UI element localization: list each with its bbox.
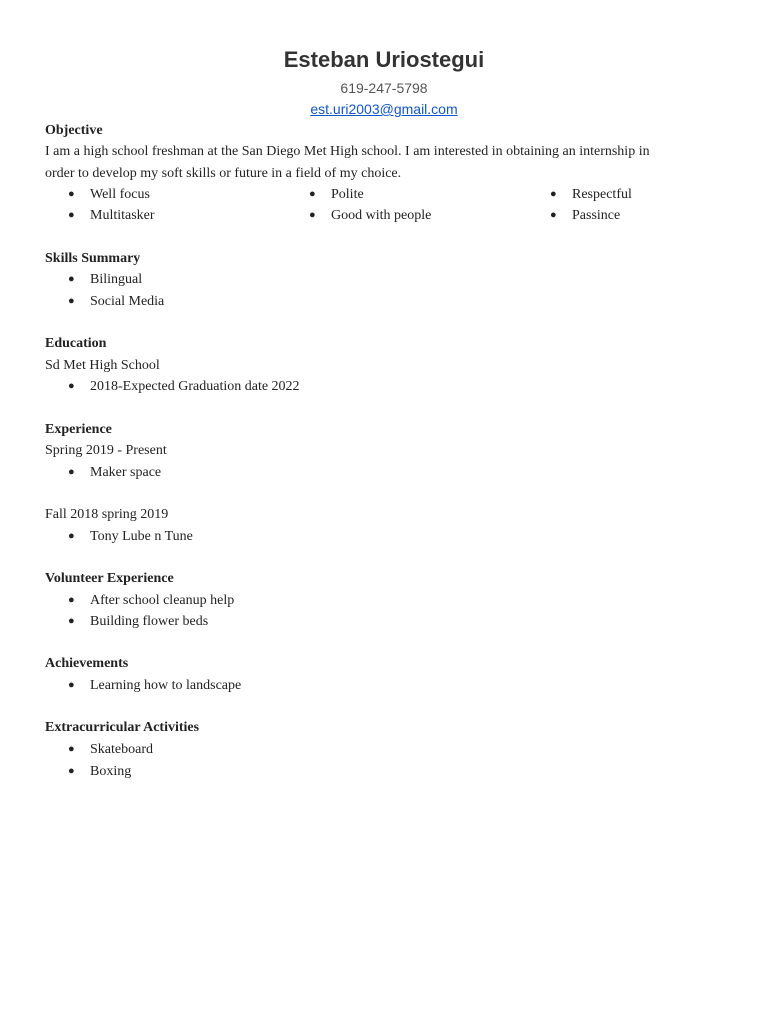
experience-period: Spring 2019 - Present [45,443,167,458]
bullet-icon: ● [68,466,75,478]
list-item: ● 2018-Expected Graduation date 2022 [68,376,300,398]
bullet-icon: ● [309,209,316,221]
achievements-heading: Achievements [45,656,129,671]
bullet-icon: ● [68,765,75,777]
bullet-icon: ● [68,743,75,755]
bullet-icon: ● [68,594,75,606]
objective-text-line-2: order to develop my soft skills or future in a field of my choice. [45,166,402,181]
extracurricular-heading: Extracurricular Activities [45,720,200,735]
applicant-name: Esteban Uriostegui [283,47,485,72]
bullet-icon: ● [68,679,75,691]
list-item: ● Multitasker [68,205,155,227]
list-item: ● Learning how to landscape [68,675,241,697]
bullet-icon: ● [68,188,75,200]
bullet-icon: ● [68,295,75,307]
list-item: ● Boxing [68,761,131,783]
school-name: Sd Met High School [45,358,160,373]
volunteer-heading: Volunteer Experience [45,571,174,586]
bullet-icon: ● [68,273,75,285]
list-item: ● Respectful [550,184,632,206]
skills-heading: Skills Summary [45,251,141,266]
list-item: ● After school cleanup help [68,590,234,612]
education-heading: Education [45,336,107,351]
bullet-icon: ● [309,188,316,200]
list-item: ● Passince [550,205,620,227]
bullet-icon: ● [550,209,557,221]
bullet-icon: ● [550,188,557,200]
experience-heading: Experience [45,422,112,437]
email-link[interactable]: est.uri2003@gmail.com [310,101,458,117]
list-item: ● Polite [309,184,364,206]
list-item: ● Skateboard [68,739,153,761]
list-item: ● Well focus [68,184,150,206]
phone-number: 619-247-5798 [340,80,428,96]
email-line [0,99,768,119]
list-item: ● Building flower beds [68,611,208,633]
bullet-icon: ● [68,380,75,392]
list-item: ● Bilingual [68,269,142,291]
objective-text-line-1: I am a high school freshman at the San Diego Met High school. I am interested in obtaining an internship in [45,144,650,159]
list-item: ● Tony Lube n Tune [68,526,193,548]
bullet-icon: ● [68,530,75,542]
bullet-icon: ● [68,615,75,627]
list-item: ● Social Media [68,291,164,313]
objective-heading: Objective [45,123,103,138]
list-item: ● Maker space [68,462,161,484]
list-item: ● Good with people [309,205,431,227]
experience-period: Fall 2018 spring 2019 [45,507,169,522]
bullet-icon: ● [68,209,75,221]
